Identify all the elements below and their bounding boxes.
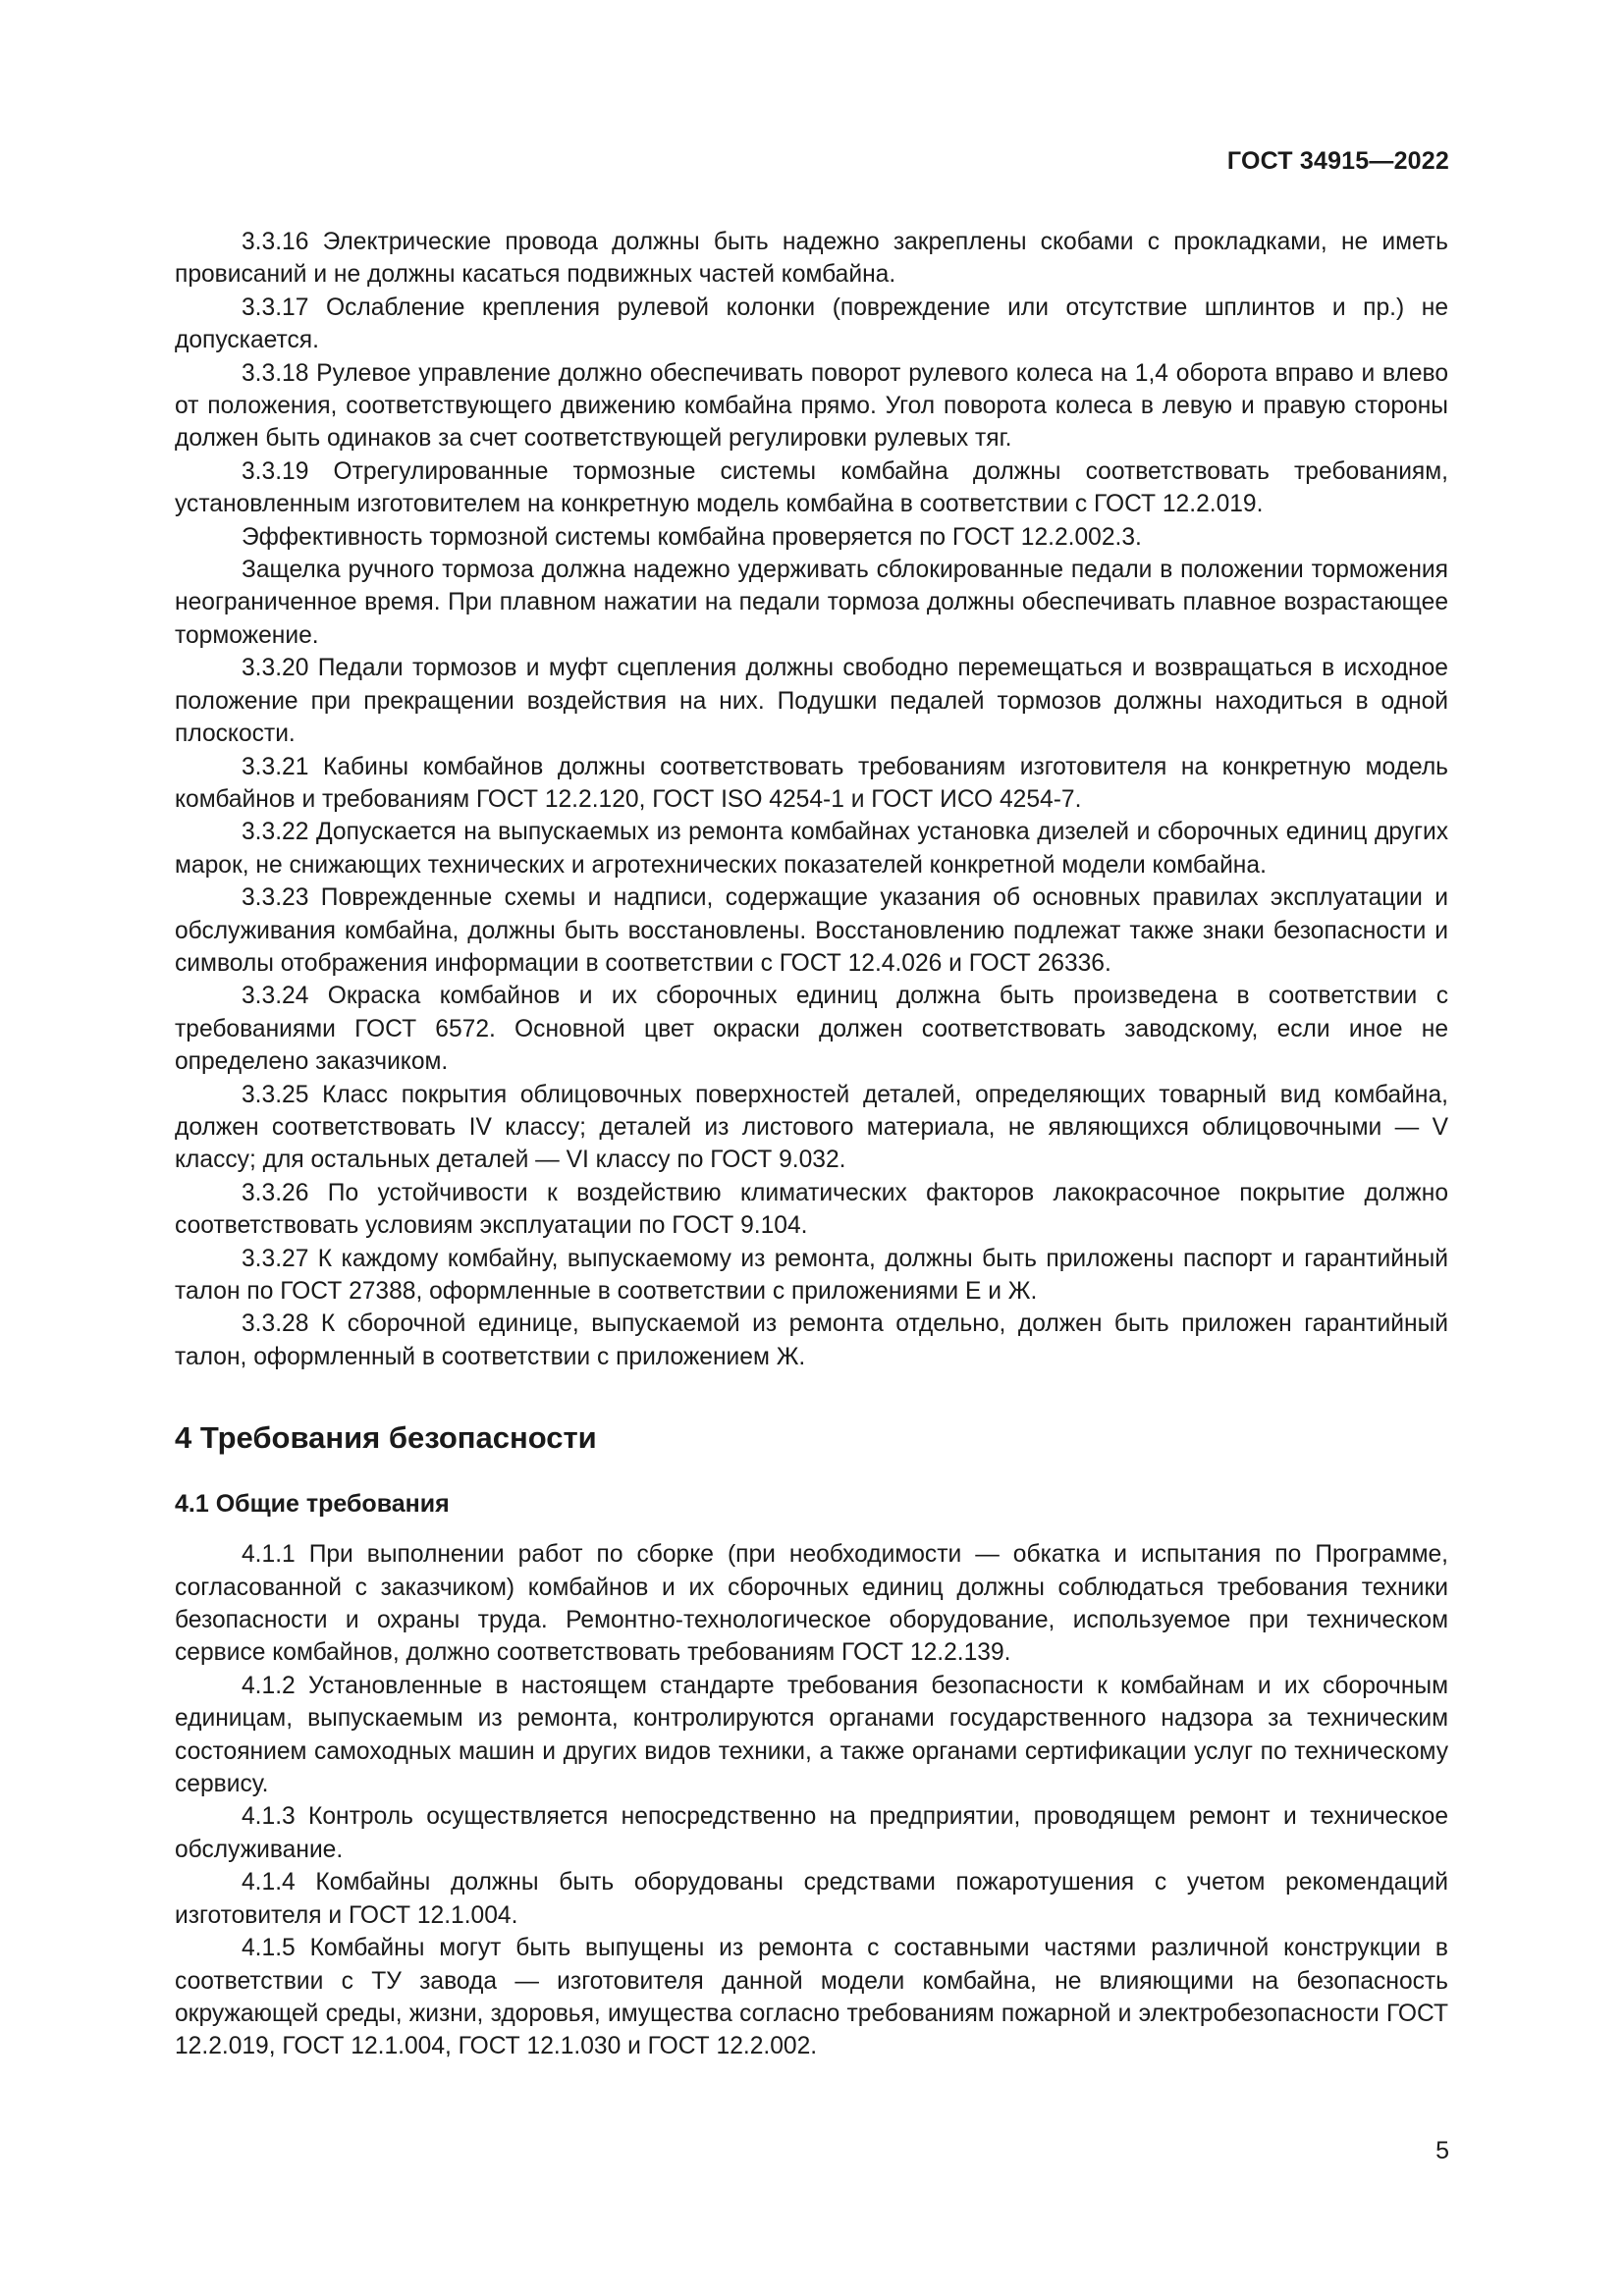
paragraph-brake-efficiency: Эффективность тормозной системы комбайна проверяется по ГОСТ 12.2.002.3. — [242, 523, 1142, 551]
paragraph-4-1-1: 4.1.1 При выполнении работ по сборке (при необходимости — обкатка и испытания по Программе, согласованной с заказчиком) комбайнов и их сборочных единиц должны соблюдаться требования техники безопасности и охраны труда. Ремонтно-технологическое оборудование, используемое при техническом сервисе комбайнов, должно соответствовать требованиям ГОСТ 12.2.139. — [175, 1541, 1448, 1667]
page-number: 5 — [1435, 2137, 1449, 2164]
subsection-4-1-title: 4.1 Общие требования — [175, 1490, 450, 1519]
paragraph-3-3-26: 3.3.26 По устойчивости к воздействию климатических факторов лакокрасочное покрытие должно соответствовать условиям эксплуатации по ГОСТ 9.104. — [175, 1179, 1448, 1240]
paragraph-3-3-17: 3.3.17 Ослабление крепления рулевой колонки (повреждение или отсутствие шплинтов и пр.) не допускается. — [175, 294, 1448, 354]
paragraph-3-3-20: 3.3.20 Педали тормозов и муфт сцепления должны свободно перемещаться и возвращаться в исходное положение при прекращении воздействия на них. Подушки педалей тормозов должны находиться в одной плоскости. — [175, 655, 1448, 748]
paragraph-4-1-2: 4.1.2 Установленные в настоящем стандарте требования безопасности к комбайнам и их сборочным единицам, выпускаемым из ремонта, контролируются органами государственного надзора за техническим состоянием самоходных машин и других видов техники, а также органами сертификации услуг по техническому сервису. — [175, 1672, 1448, 1798]
paragraph-3-3-16: 3.3.16 Электрические провода должны быть надежно закреплены скобами с прокладками, не иметь провисаний и не должны касаться подвижных частей комбайна. — [175, 229, 1448, 289]
paragraph-3-3-28: 3.3.28 К сборочной единице, выпускаемой из ремонта отдельно, должен быть приложен гарантийный талон, оформленный в соответствии с приложением Ж. — [175, 1310, 1448, 1370]
paragraph-3-3-25: 3.3.25 Класс покрытия облицовочных поверхностей деталей, определяющих товарный вид комбайна, должен соответствовать IV классу; деталей из листового материала, не являющихся облицовочными — V классу; для остальных деталей — VI классу по ГОСТ 9.032. — [175, 1081, 1448, 1174]
paragraph-3-3-21: 3.3.21 Кабины комбайнов должны соответствовать требованиям изготовителя на конкретную модель комбайнов и требованиям ГОСТ 12.2.120, ГОСТ ISO 4254-1 и ГОСТ ИСО 4254-7. — [175, 753, 1448, 813]
paragraph-3-3-22: 3.3.22 Допускается на выпускаемых из ремонта комбайнах установка дизелей и сборочных единиц других марок, не снижающих технических и агротехнических показателей конкретной модели комбайна. — [175, 819, 1448, 879]
paragraph-4-1-4: 4.1.4 Комбайны должны быть оборудованы средствами пожаротушения с учетом рекомендаций изготовителя и ГОСТ 12.1.004. — [175, 1869, 1448, 1929]
paragraph-4-1-5: 4.1.5 Комбайны могут быть выпущены из ремонта с составными частями различной конструкции в соответствии с ТУ завода — изготовителя данной модели комбайна, не влияющими на безопасность окружающей среды, жизни, здоровья, имущества согласно требованиям пожарной и электробезопасности ГОСТ 12.2.019, ГОСТ 12.1.004, ГОСТ 12.1.030 и ГОСТ 12.2.002. — [175, 1935, 1448, 2060]
paragraph-3-3-18: 3.3.18 Рулевое управление должно обеспечивать поворот рулевого колеса на 1,4 оборота вправо и влево от положения, соответствующего движению комбайна прямо. Угол поворота колеса в левую и правую стороны должен быть одинаков за счет соответствующей регулировки рулевых тяг. — [175, 359, 1448, 453]
paragraph-hand-brake: Защелка ручного тормоза должна надежно удерживать сблокированные педали в положении торможения неограниченное время. При плавном нажатии на педали тормоза должны обеспечивать плавное возрастающее торможение. — [175, 557, 1448, 649]
paragraph-3-3-27: 3.3.27 К каждому комбайну, выпускаемому из ремонта, должны быть приложены паспорт и гарантийный талон по ГОСТ 27388, оформленные в соответствии с приложениями Е и Ж. — [175, 1245, 1448, 1305]
paragraph-3-3-19: 3.3.19 Отрегулированные тормозные системы комбайна должны соответствовать требованиям, установленным изготовителем на конкретную модель комбайна в соответствии с ГОСТ 12.2.019. — [175, 457, 1448, 518]
document-body — [175, 226, 1448, 2063]
document-header: ГОСТ 34915—2022 — [1226, 147, 1449, 175]
section-4-title: 4 Требования безопасности — [175, 1420, 597, 1456]
paragraph-3-3-24: 3.3.24 Окраска комбайнов и их сборочных единиц должна быть произведена в соответствии с требованиями ГОСТ 6572. Основной цвет окраски должен соответствовать заводскому, если иное не определено заказчиком. — [175, 983, 1448, 1076]
paragraph-3-3-23: 3.3.23 Поврежденные схемы и надписи, содержащие указания об основных правилах эксплуатации и обслуживания комбайна, должны быть восстановлены. Восстановлению подлежат также знаки безопасности и символы отображения информации в соответствии с ГОСТ 12.4.026 и ГОСТ 26336. — [175, 884, 1448, 977]
paragraph-4-1-3: 4.1.3 Контроль осуществляется непосредственно на предприятии, проводящем ремонт и техническое обслуживание. — [175, 1803, 1448, 1863]
